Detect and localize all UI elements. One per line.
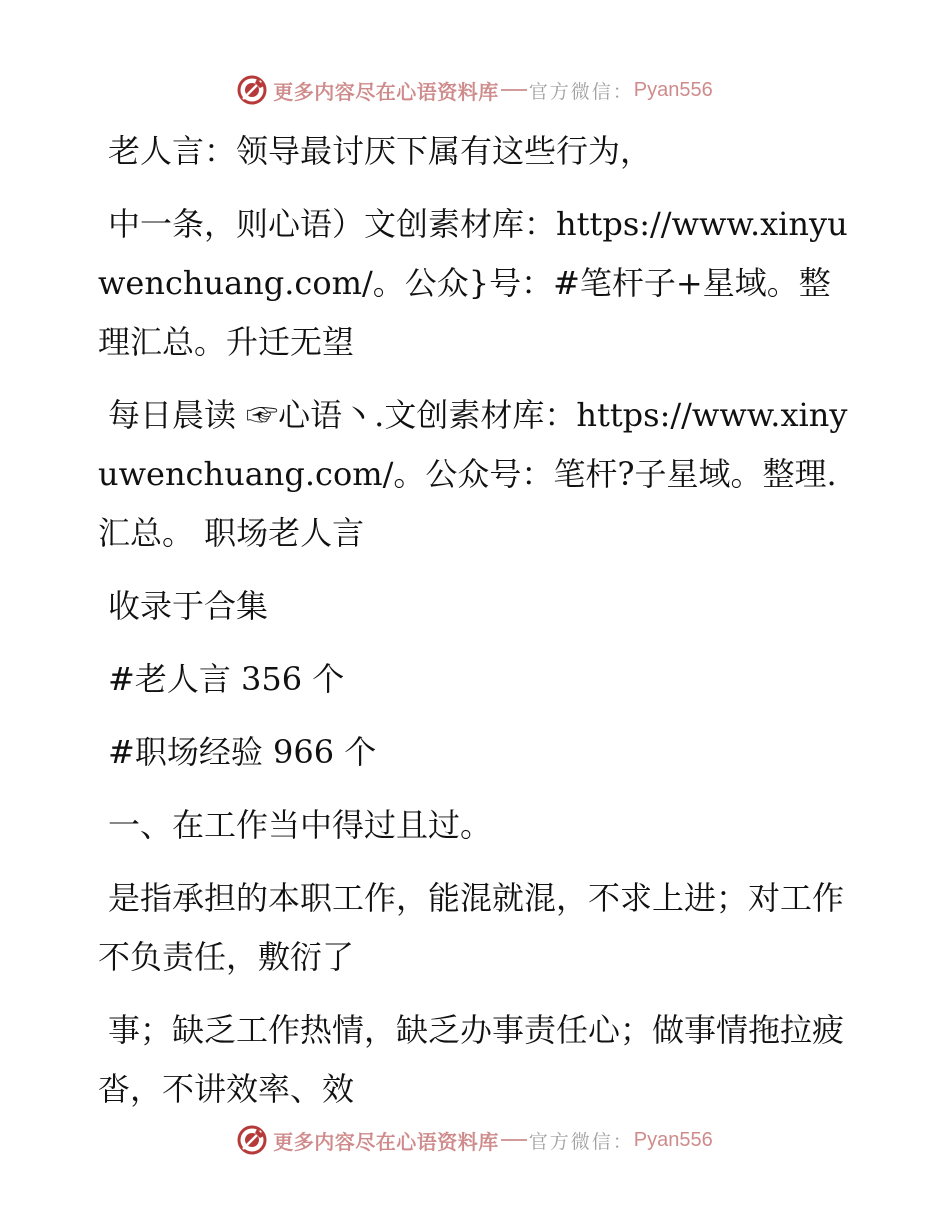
brush-seal-logo-icon: [237, 75, 267, 105]
paragraph-5: #老人言 356 个: [108, 660, 345, 698]
header-promo-text: 更多内容尽在心语资料库: [273, 79, 499, 104]
footer-wechat-id: Pyan556: [633, 1128, 713, 1151]
paragraph-7: 一、在工作当中得过且过。: [108, 806, 493, 844]
paragraph-6: #职场经验 966 个: [108, 733, 377, 771]
footer-dash-divider: [501, 1139, 527, 1141]
header-dash-divider: [501, 89, 527, 91]
header-watermark: [0, 70, 950, 110]
paragraph-4: 收录于合集: [108, 587, 269, 625]
paragraph-9: 事；缺乏工作热情，缺乏办事责任心；做事情拖拉疲沓，不讲效率、效: [98, 1011, 845, 1108]
paragraph-1: 老人言：领导最讨厌下属有这些行为，: [108, 132, 653, 170]
footer-watermark: [0, 1120, 950, 1160]
header-wechat-id: Pyan556: [633, 78, 713, 101]
document-body: [98, 122, 858, 1133]
paragraph-3: 每日晨读 ☞心语丶.文创素材库：https://www.xinyuwenchuang.com/。公众号：笔杆?子星域。整理.汇总。 职场老人言: [98, 396, 848, 552]
footer-official-label: 官方微信：: [528, 1130, 634, 1153]
footer-promo-text: 更多内容尽在心语资料库: [273, 1129, 499, 1154]
header-official-label: 官方微信：: [528, 80, 634, 103]
paragraph-8: 是指承担的本职工作，能混就混，不求上进；对工作不负责任，敷衍了: [98, 879, 845, 976]
paragraph-2: 中一条，则心语）文创素材库：https://www.xinyuwenchuang.com/。公众}号：#笔杆子+星域。整理汇总。升迁无望: [98, 205, 848, 361]
brush-seal-logo-icon: [237, 1125, 267, 1155]
